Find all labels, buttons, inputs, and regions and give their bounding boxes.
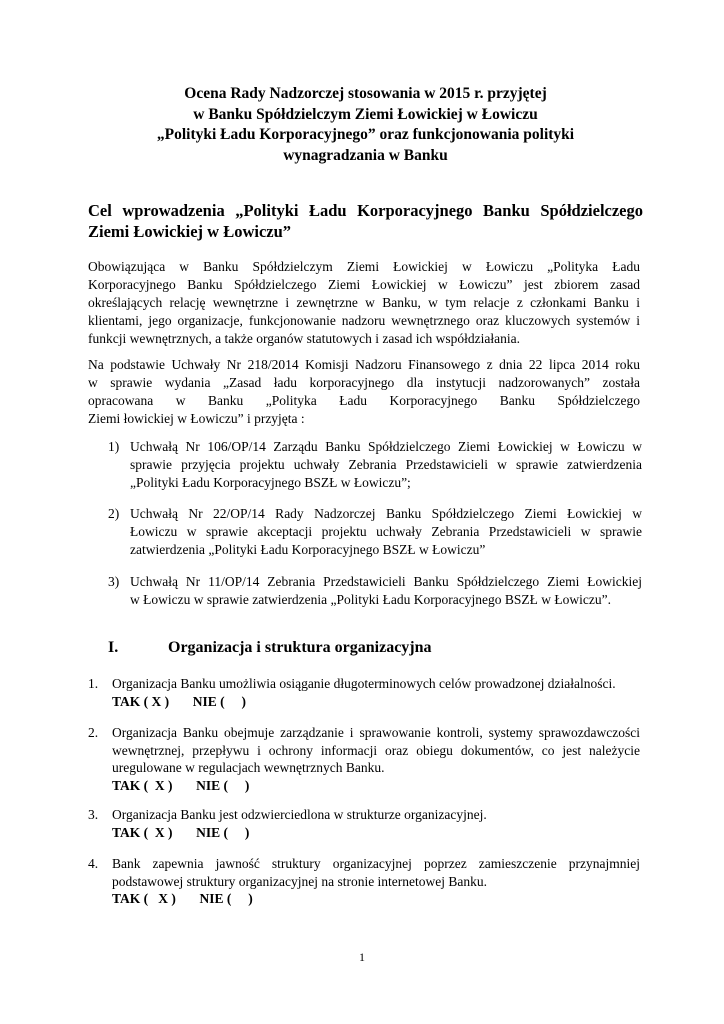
answer-tak-nie: TAK ( X ) NIE ( )	[112, 824, 250, 840]
heading-line: Cel wprowadzenia „Polityki Ładu Korporacyjnego Banku Spółdzielczego	[88, 201, 643, 220]
paragraph-line: funkcji wewnętrznych, a także organów statutowych i zasad ich współdziałania.	[88, 331, 520, 346]
list-number: 1)	[108, 439, 120, 454]
chapter-title: Organizacja i struktura organizacyjna	[168, 639, 432, 656]
list-number: 3)	[108, 574, 120, 589]
question-line: wewnętrznej, przepływu i ochrony informacji oraz obiegu dokumentów, co jest należycie	[112, 742, 640, 758]
paragraph-line: klientami, jego organizacje, funkcjonowanie nadzoru wewnętrznego oraz kluczowych systemów i	[88, 313, 640, 328]
title-line: Ocena Rady Nadzorczej stosowania w 2015 r. przyjętej	[184, 85, 547, 102]
list-number: 2)	[108, 506, 120, 521]
question-line: Organizacja Banku obejmuje zarządzanie i sprawowanie kontroli, systemy sprawozdawczości	[112, 725, 640, 740]
question-line: uregulowane w regulacjach wewnętrznych Banku.	[112, 760, 385, 775]
question-number: 3.	[88, 807, 99, 822]
paragraph-line: Korporacyjnego Banku Spółdzielczego Ziemi Łowickiej w Łowiczu” jest zbiorem zasad	[88, 277, 640, 292]
list-line: w Łowiczu w sprawie zatwierdzenia „Polityki Ładu Korporacyjnego BSZŁ w Łowiczu”.	[130, 592, 611, 607]
paragraph-line: Obowiązująca w Banku Spółdzielczym Ziemi Łowickiej w Łowiczu „Polityka Ładu	[88, 259, 640, 274]
question-line: Organizacja Banku umożliwia osiąganie długoterminowych celów prowadzonej działalności.	[112, 676, 616, 691]
question-line: Organizacja Banku jest odzwierciedlona w strukturze organizacyjnej.	[112, 807, 487, 822]
answer-tak-nie: TAK ( X ) NIE ( )	[112, 777, 250, 793]
list-line: „Polityki Ładu Korporacyjnego BSZŁ w Łowiczu”;	[130, 475, 411, 490]
paragraph-line: Na podstawie Uchwały Nr 218/2014 Komisji Nadzoru Finansowego z dnia 22 lipca 2014 roku	[88, 357, 640, 372]
chapter-number: I.	[108, 639, 119, 656]
list-line: zatwierdzenia „Polityki Ładu Korporacyjnego BSZŁ w Łowiczu”	[130, 542, 486, 557]
question-line: Bank zapewnia jawność struktury organizacyjnej poprzez zamieszczenie przynajmniej	[112, 856, 640, 871]
list-line: Łowiczu w sprawie akceptacji projektu uchwały Zebrania Przedstawicieli w sprawie	[130, 524, 642, 539]
title-line: „Polityki Ładu Korporacyjnego” oraz funkcjonowania polityki	[156, 126, 575, 143]
paragraph-line: w sprawie wydania „Zasad ładu korporacyjnego dla instytucji nadzorowanych” została	[88, 375, 640, 390]
page-number: 1	[359, 950, 365, 964]
document-title	[88, 84, 643, 166]
question-line: podstawowej struktury organizacyjnej na stronie internetowej Banku.	[112, 873, 488, 889]
question-number: 2.	[88, 725, 99, 740]
intro-paragraph	[88, 258, 640, 348]
section-heading	[88, 200, 643, 242]
question-number: 1.	[88, 676, 99, 691]
paragraph-line: opracowana w Banku „Polityka Ładu Korporacyjnego Banku Spółdzielczego	[88, 393, 640, 408]
basis-paragraph	[88, 356, 640, 428]
chapter-heading	[108, 638, 432, 658]
answer-tak-nie: TAK ( X ) NIE ( )	[112, 891, 253, 906]
question-number: 4.	[88, 856, 99, 871]
heading-line: Ziemi Łowickiej w Łowiczu”	[88, 222, 292, 241]
list-line: Uchwałą Nr 22/OP/14 Rady Nadzorczej Banku Spółdzielczego Ziemi Łowickiej w	[130, 506, 642, 521]
answer-tak-nie: TAK ( X ) NIE ( )	[112, 693, 246, 709]
title-line: wynagradzania w Banku	[283, 146, 448, 164]
list-line: sprawie przyjęcia projektu uchwały Zebrania Przedstawicieli w sprawie zatwierdzenia	[130, 457, 642, 472]
list-line: Uchwałą Nr 11/OP/14 Zebrania Przedstawicieli Banku Spółdzielczego Ziemi Łowickiej	[130, 574, 642, 589]
title-line: w Banku Spółdzielczym Ziemi Łowickiej w Łowiczu	[193, 105, 538, 123]
list-line: Uchwałą Nr 106/OP/14 Zarządu Banku Spółdzielczego Ziemi Łowickiej w Łowiczu w	[130, 439, 642, 454]
paragraph-line: Ziemi łowickiej w Łowiczu” i przyjęta :	[88, 411, 305, 426]
paragraph-line: określających relację wewnętrzne i zewnętrzne w Banku, w tym relacje z członkami Banku i	[88, 295, 640, 310]
